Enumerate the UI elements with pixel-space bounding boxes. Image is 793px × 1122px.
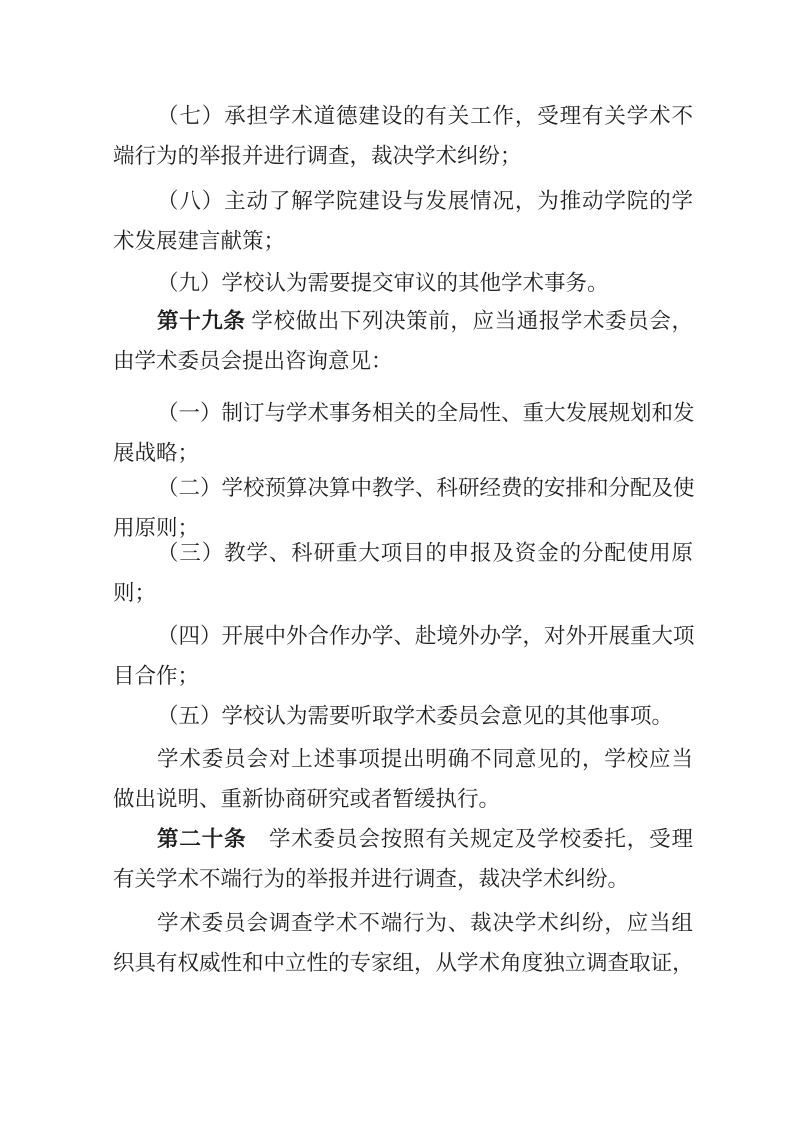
text-segment: 学术委员会对上述事项提出明确不同意见的，学校应当 — [157, 747, 693, 771]
paragraph-item-4 — [113, 616, 693, 696]
article-number: 第二十条 — [157, 827, 247, 851]
text-line — [113, 739, 693, 779]
text-line — [113, 696, 693, 736]
text-line — [113, 533, 693, 573]
text-segment: 学术委员会调查学术不端行为、裁决学术纠纷，应当组 — [157, 911, 693, 935]
paragraph-clause-8 — [113, 181, 693, 261]
text-segment: 术发展建言献策； — [113, 229, 286, 253]
text-segment: （一）制订与学术事务相关的全局性、重大发展规划和发 — [157, 401, 695, 425]
text-line — [113, 181, 693, 221]
paragraph-para-investigation — [113, 903, 693, 983]
paragraph-item-5 — [113, 696, 693, 736]
text-segment: 用原则； — [113, 516, 200, 540]
text-line — [113, 859, 693, 899]
paragraph-clause-7 — [113, 96, 693, 176]
text-segment: （三）教学、科研重大项目的申报及资金的分配使用原 — [157, 541, 693, 565]
text-line — [113, 573, 693, 613]
text-segment: （九）学校认为需要提交审议的其他学术事务。 — [157, 271, 609, 295]
paragraph-para-disagreement — [113, 739, 693, 819]
text-line — [113, 221, 693, 261]
text-line — [113, 301, 693, 341]
text-segment: 织具有权威性和中立性的专家组，从学术角度独立调查取证， — [113, 951, 693, 975]
text-segment: （八）主动了解学院建设与发展情况，为推动学院的学 — [157, 189, 693, 213]
article-number: 第十九条 — [157, 309, 246, 333]
text-segment: 端行为的举报并进行调查，裁决学术纠纷； — [113, 144, 522, 168]
text-line — [113, 263, 693, 303]
text-line — [113, 616, 693, 656]
text-segment: （七）承担学术道德建设的有关工作，受理有关学术不 — [157, 104, 693, 128]
text-segment: 目合作； — [113, 664, 200, 688]
text-segment: 学校做出下列决策前，应当通报学术委员会， — [245, 309, 693, 333]
paragraph-item-3 — [113, 533, 693, 613]
paragraph-article-19 — [113, 301, 693, 381]
text-line — [113, 468, 693, 508]
text-line — [113, 903, 693, 943]
text-segment: 则； — [113, 581, 157, 605]
text-line — [113, 943, 693, 983]
text-line — [113, 433, 693, 473]
text-line — [113, 819, 693, 859]
text-line — [113, 136, 693, 176]
paragraph-article-20 — [113, 819, 693, 899]
text-line — [113, 96, 693, 136]
text-segment: 有关学术不端行为的举报并进行调查，裁决学术纠纷。 — [113, 867, 630, 891]
text-segment: 展战略； — [113, 441, 200, 465]
text-segment: （二）学校预算决算中教学、科研经费的安排和分配及使 — [157, 476, 695, 500]
text-segment: 做出说明、重新协商研究或者暂缓执行。 — [113, 787, 501, 811]
paragraph-item-1 — [113, 393, 693, 473]
paragraph-clause-9 — [113, 263, 693, 303]
text-line — [113, 779, 693, 819]
text-line — [113, 393, 693, 433]
text-segment: 学术委员会按照有关规定及学校委托，受理 — [246, 827, 693, 851]
text-line — [113, 656, 693, 696]
text-line — [113, 341, 693, 381]
text-segment: 由学术委员会提出咨询意见： — [113, 349, 393, 373]
text-segment: （五）学校认为需要听取学术委员会意见的其他事项。 — [157, 704, 674, 728]
text-segment: （四）开展中外合作办学、赴境外办学，对外开展重大项 — [157, 624, 695, 648]
